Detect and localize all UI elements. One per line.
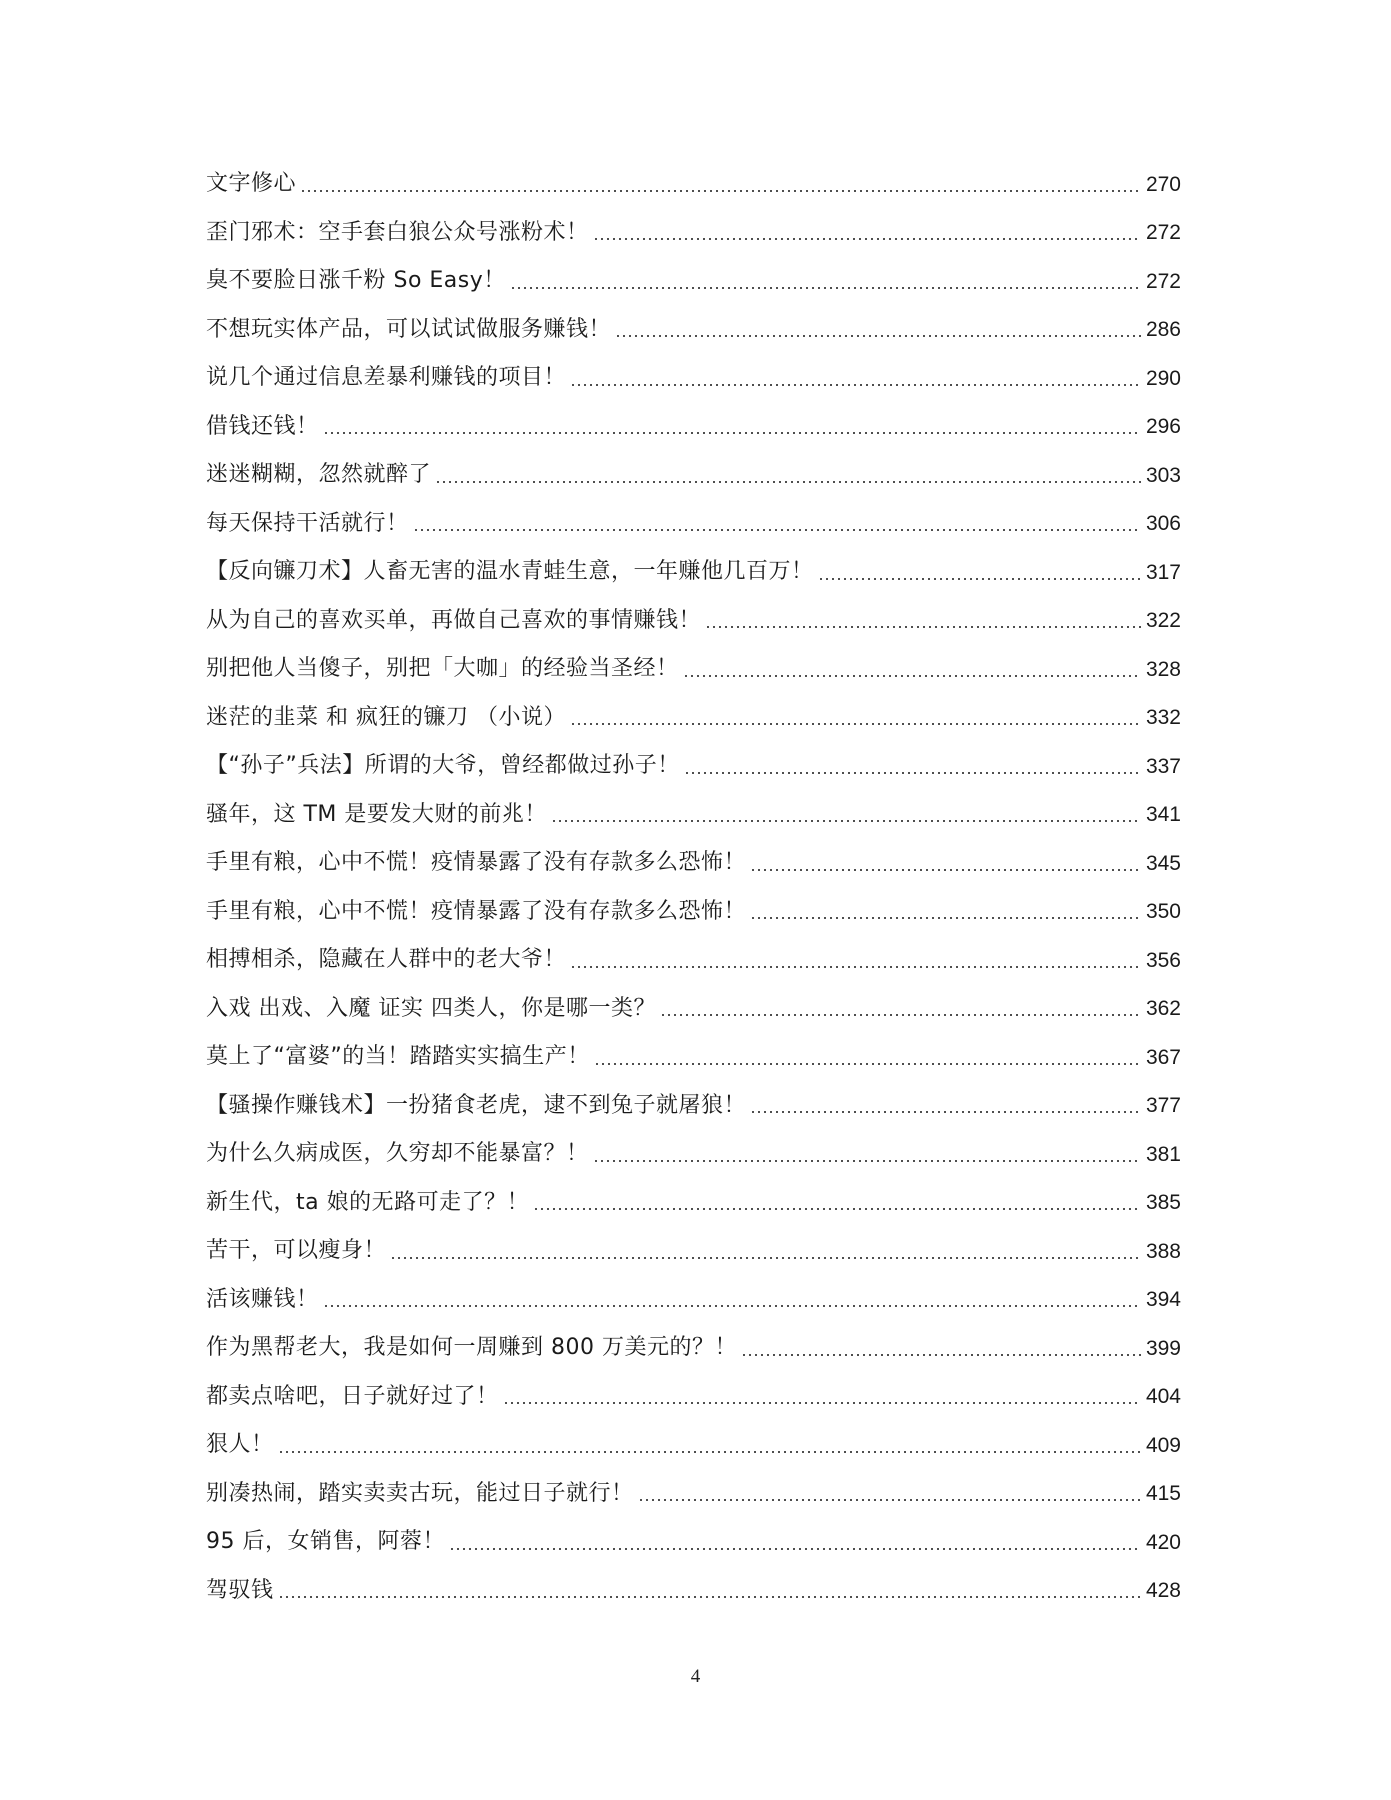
toc-entry-title: 驾驭钱: [206, 1577, 274, 1603]
toc-entry-page: 328: [1145, 657, 1181, 681]
toc-entry-page: 337: [1145, 754, 1181, 778]
toc-dot-leader: [705, 624, 1141, 630]
page-number: 4: [690, 1666, 701, 1687]
toc-entry-page: 404: [1145, 1385, 1181, 1409]
toc-entry-page: 270: [1145, 172, 1181, 196]
toc-entry-title: 新生代，ta 娘的无路可走了？！: [206, 1189, 530, 1215]
toc-entry[interactable]: [206, 1567, 1181, 1616]
toc-dot-leader: [570, 382, 1141, 388]
toc-entry-page: 394: [1145, 1288, 1181, 1312]
toc-entry[interactable]: [206, 1179, 1181, 1228]
toc-dot-leader: [750, 867, 1141, 873]
toc-entry[interactable]: [206, 694, 1181, 743]
toc-dot-leader: [818, 576, 1141, 582]
toc-entry-page: 286: [1145, 318, 1181, 342]
toc-entry[interactable]: [206, 839, 1181, 888]
toc-entry-page: 272: [1145, 221, 1181, 245]
toc-entry[interactable]: [206, 1276, 1181, 1325]
toc-entry-page: 420: [1145, 1530, 1181, 1554]
toc-dot-leader: [551, 818, 1141, 824]
toc-entry[interactable]: [206, 597, 1181, 646]
table-of-contents: [206, 160, 1181, 1615]
toc-entry-title: 每天保持干活就行！: [206, 510, 409, 536]
toc-entry-page: 409: [1145, 1433, 1181, 1457]
toc-dot-leader: [570, 964, 1141, 970]
toc-entry-page: 428: [1145, 1579, 1181, 1603]
toc-dot-leader: [533, 1206, 1141, 1212]
toc-entry-page: 303: [1145, 463, 1181, 487]
toc-entry[interactable]: [206, 548, 1181, 597]
toc-entry-title: 别凑热闹，踏实卖卖古玩，能过日子就行！: [206, 1480, 634, 1506]
toc-entry-title: 臭不要脸日涨千粉 So Easy！: [206, 268, 506, 294]
toc-entry-title: 手里有粮，心中不慌！疫情暴露了没有存款多么恐怖！: [206, 898, 747, 924]
toc-dot-leader: [683, 673, 1141, 679]
toc-entry[interactable]: [206, 1373, 1181, 1422]
toc-entry[interactable]: [206, 888, 1181, 937]
toc-entry-page: 345: [1145, 851, 1181, 875]
toc-entry-title: 迷迷糊糊，忽然就醉了: [206, 462, 432, 488]
toc-dot-leader: [503, 1400, 1141, 1406]
toc-dot-leader: [684, 770, 1141, 776]
toc-dot-leader: [390, 1255, 1141, 1261]
toc-entry-title: 为什么久病成医，久穷却不能暴富？！: [206, 1141, 589, 1167]
toc-entry[interactable]: [206, 1130, 1181, 1179]
toc-entry-title: 都卖点啥吧，日子就好过了！: [206, 1383, 499, 1409]
toc-dot-leader: [323, 1303, 1141, 1309]
toc-entry[interactable]: [206, 403, 1181, 452]
toc-entry-page: 385: [1145, 1191, 1181, 1215]
toc-dot-leader: [278, 1449, 1141, 1455]
toc-entry-title: 相搏相杀，隐藏在人群中的老大爷！: [206, 947, 567, 973]
toc-entry[interactable]: [206, 1518, 1181, 1567]
toc-entry[interactable]: [206, 742, 1181, 791]
toc-entry-page: 362: [1145, 997, 1181, 1021]
toc-entry[interactable]: [206, 936, 1181, 985]
toc-dot-leader: [615, 333, 1141, 339]
toc-entry-page: 415: [1145, 1482, 1181, 1506]
toc-dot-leader: [300, 188, 1141, 194]
toc-entry-title: 莫上了“富婆”的当！踏踏实实搞生产！: [206, 1044, 590, 1070]
toc-entry[interactable]: [206, 1324, 1181, 1373]
toc-entry-page: 317: [1145, 560, 1181, 584]
toc-entry-title: 别把他人当傻子，别把「大咖」的经验当圣经！: [206, 656, 679, 682]
toc-entry-page: 296: [1145, 415, 1181, 439]
toc-dot-leader: [750, 1109, 1141, 1115]
toc-dot-leader: [323, 430, 1141, 436]
toc-entry[interactable]: [206, 306, 1181, 355]
toc-entry-title: 手里有粮，心中不慌！疫情暴露了没有存款多么恐怖！: [206, 850, 747, 876]
toc-entry-title: 骚年，这 TM 是要发大财的前兆！: [206, 801, 547, 827]
toc-entry-title: 【“孙子”兵法】所谓的大爷，曾经都做过孙子！: [206, 753, 680, 779]
toc-entry-title: 文字修心: [206, 171, 297, 197]
toc-entry[interactable]: [206, 1227, 1181, 1276]
toc-entry-page: 377: [1145, 1094, 1181, 1118]
toc-dot-leader: [570, 721, 1141, 727]
toc-entry-page: 350: [1145, 900, 1181, 924]
toc-entry-title: 入戏 出戏、入魔 证实 四类人，你是哪一类？: [206, 995, 656, 1021]
toc-dot-leader: [741, 1352, 1141, 1358]
toc-entry-title: 从为自己的喜欢买单，再做自己喜欢的事情赚钱！: [206, 607, 702, 633]
toc-entry[interactable]: [206, 645, 1181, 694]
toc-entry[interactable]: [206, 451, 1181, 500]
toc-entry[interactable]: [206, 209, 1181, 258]
toc-entry[interactable]: [206, 1421, 1181, 1470]
toc-entry-title: 歪门邪术：空手套白狼公众号涨粉术！: [206, 219, 589, 245]
toc-dot-leader: [638, 1497, 1141, 1503]
toc-entry[interactable]: [206, 500, 1181, 549]
toc-dot-leader: [593, 1158, 1141, 1164]
toc-dot-leader: [449, 1546, 1141, 1552]
toc-entry[interactable]: [206, 160, 1181, 209]
toc-entry[interactable]: [206, 1082, 1181, 1131]
toc-dot-leader: [278, 1594, 1141, 1600]
toc-entry[interactable]: [206, 985, 1181, 1034]
toc-dot-leader: [510, 285, 1141, 291]
toc-entry-page: 381: [1145, 1142, 1181, 1166]
toc-dot-leader: [594, 1061, 1141, 1067]
toc-entry-page: 272: [1145, 269, 1181, 293]
toc-entry-title: 【骚操作赚钱术】一扮猪食老虎，逮不到兔子就屠狼！: [206, 1092, 747, 1118]
toc-entry-page: 332: [1145, 706, 1181, 730]
toc-dot-leader: [435, 479, 1141, 485]
toc-entry[interactable]: [206, 791, 1181, 840]
toc-entry-title: 95 后，女销售，阿蓉！: [206, 1529, 445, 1555]
toc-dot-leader: [750, 915, 1141, 921]
toc-entry-page: 341: [1145, 803, 1181, 827]
toc-entry[interactable]: [206, 1033, 1181, 1082]
toc-entry-title: 活该赚钱！: [206, 1286, 319, 1312]
toc-entry-title: 狠人！: [206, 1432, 274, 1458]
toc-entry-title: 迷茫的韭菜 和 疯狂的镰刀 （小说）: [206, 704, 566, 730]
toc-entry-title: 苦干，可以瘦身！: [206, 1238, 387, 1264]
toc-entry-title: 说几个通过信息差暴利赚钱的项目！: [206, 365, 567, 391]
toc-entry-page: 399: [1145, 1336, 1181, 1360]
toc-entry-title: 借钱还钱！: [206, 413, 319, 439]
toc-dot-leader: [593, 236, 1141, 242]
toc-entry-title: 【反向镰刀术】人畜无害的温水青蛙生意，一年赚他几百万！: [206, 559, 814, 585]
toc-entry-page: 322: [1145, 609, 1181, 633]
toc-entry-page: 388: [1145, 1239, 1181, 1263]
toc-dot-leader: [413, 527, 1141, 533]
toc-entry-page: 306: [1145, 512, 1181, 536]
toc-entry-title: 作为黑帮老大，我是如何一周赚到 800 万美元的？！: [206, 1335, 737, 1361]
toc-entry-title: 不想玩实体产品，可以试试做服务赚钱！: [206, 316, 612, 342]
toc-entry-page: 367: [1145, 1045, 1181, 1069]
toc-entry-page: 290: [1145, 366, 1181, 390]
toc-entry[interactable]: [206, 257, 1181, 306]
toc-entry[interactable]: [206, 354, 1181, 403]
toc-dot-leader: [660, 1012, 1141, 1018]
toc-entry[interactable]: [206, 1470, 1181, 1519]
toc-entry-page: 356: [1145, 948, 1181, 972]
